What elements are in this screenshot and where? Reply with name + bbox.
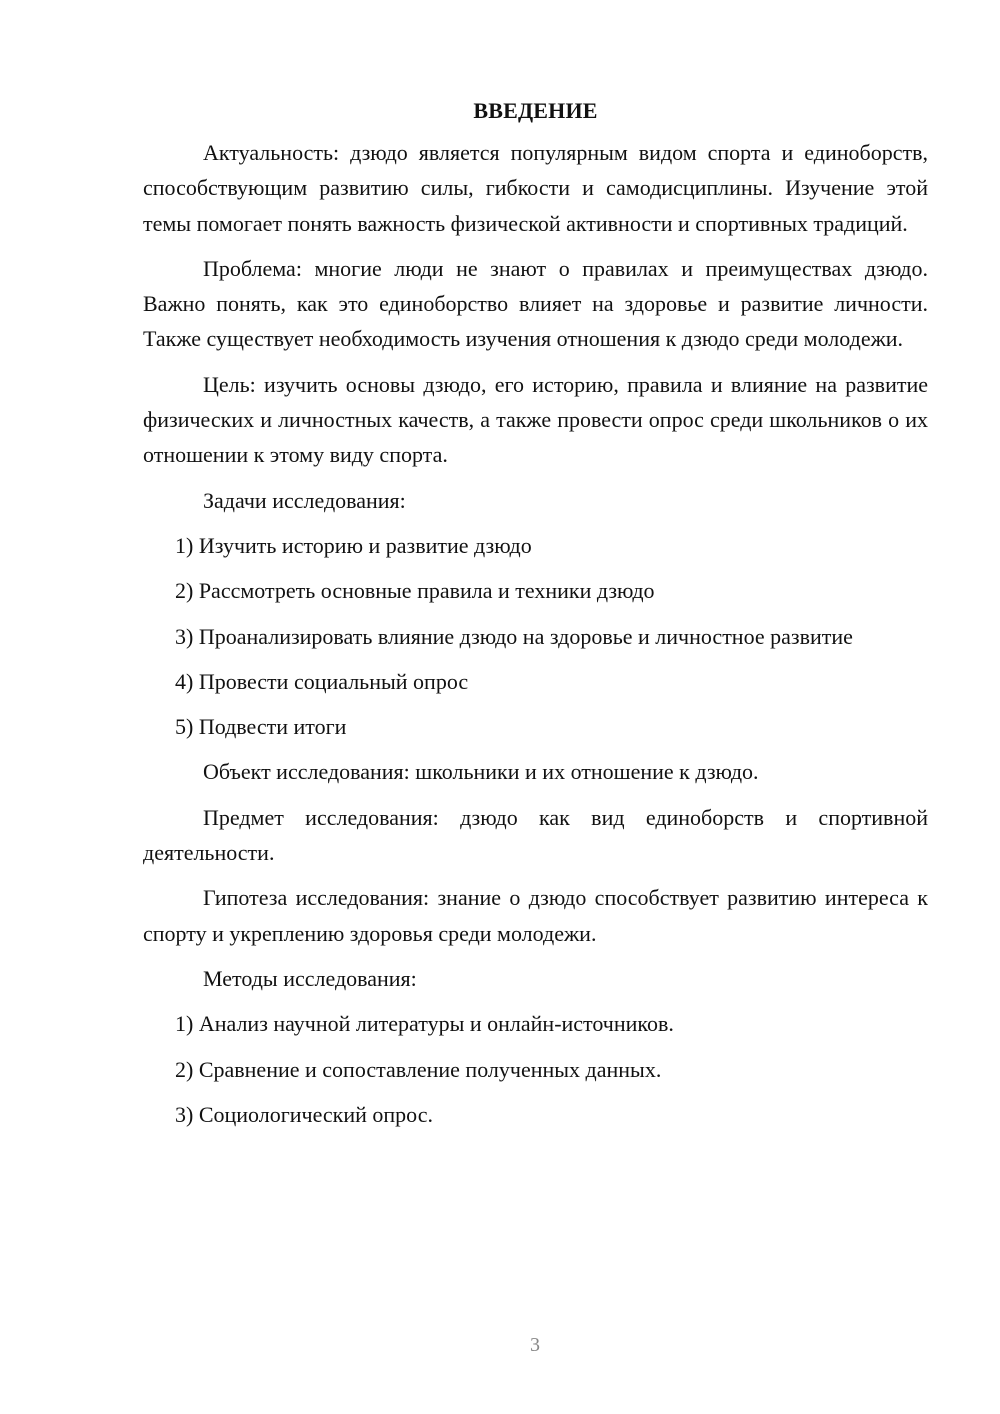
relevance-paragraph: Актуальность: дзюдо является популярным видом спорта и единоборств, способствующим развитию силы, гибкости и самодисциплины. Изучение этой темы помогает понять важность физической активности и спортивных традиций. <box>143 140 928 236</box>
task-item: 3) Проанализировать влияние дзюдо на здоровье и личностное развитие <box>175 623 853 649</box>
methods-heading: Методы исследования: <box>203 965 417 991</box>
method-item: 3) Социологический опрос. <box>175 1101 433 1127</box>
subject-paragraph: Предмет исследования: дзюдо как вид единоборств и спортивной деятельности. <box>143 804 928 866</box>
document-page <box>143 90 928 1142</box>
goal-paragraph: Цель: изучить основы дзюдо, его историю, правила и влияние на развитие физических и личностных качеств, а также провести опрос среди школьников о их отношении к этому виду спорта. <box>143 371 928 468</box>
page-title: ВВЕДЕНИЕ <box>473 98 598 123</box>
page-number: 3 <box>530 1334 540 1356</box>
task-item: 1) Изучить историю и развитие дзюдо <box>175 532 532 558</box>
problem-paragraph: Проблема: многие люди не знают о правилах и преимуществах дзюдо. Важно понять, как это единоборство влияет на здоровье и развитие личности. Также существует необходимость изучения отношения к дзюдо среди молодежи. <box>143 255 928 352</box>
task-item: 2) Рассмотреть основные правила и техники дзюдо <box>175 578 655 604</box>
method-item: 2) Сравнение и сопоставление полученных данных. <box>175 1056 662 1082</box>
method-item: 1) Анализ научной литературы и онлайн-источников. <box>175 1011 674 1037</box>
task-item: 4) Провести социальный опрос <box>175 668 469 694</box>
object-paragraph: Объект исследования: школьники и их отношение к дзюдо. <box>203 759 759 785</box>
tasks-heading: Задачи исследования: <box>203 487 406 513</box>
hypothesis-paragraph: Гипотеза исследования: знание о дзюдо способствует развитию интереса к спорту и укреплению здоровья среди молодежи. <box>143 885 928 946</box>
task-item: 5) Подвести итоги <box>175 714 347 740</box>
